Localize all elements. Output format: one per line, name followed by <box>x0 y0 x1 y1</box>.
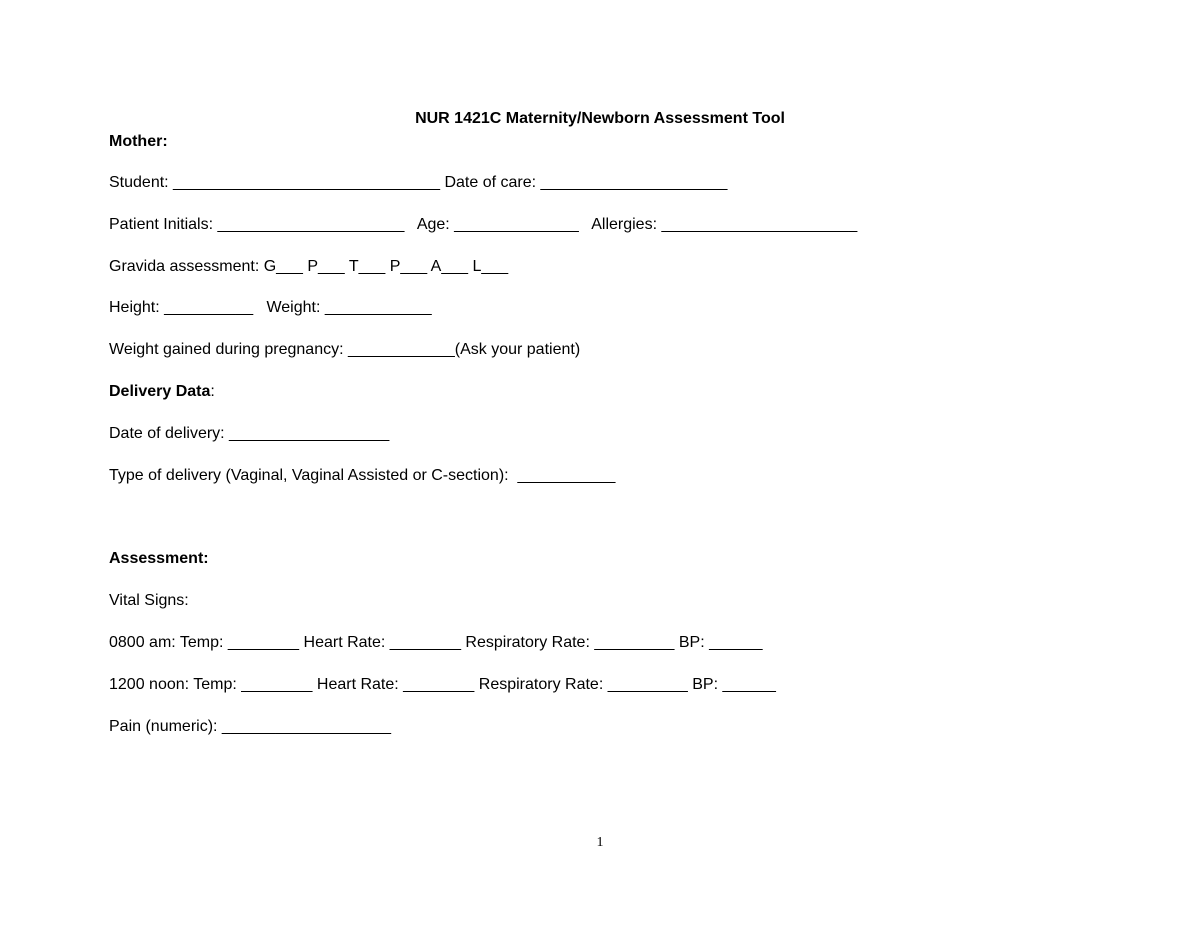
gravida-assessment-line: Gravida assessment: G___ P___ T___ P___ A___ L___ <box>109 258 509 275</box>
date-of-delivery-line: Date of delivery: __________________ <box>109 425 390 442</box>
vitals-1200-line: 1200 noon: Temp: ________ Heart Rate: ________ Respiratory Rate: _________ BP: ______ <box>109 676 776 693</box>
type-of-delivery-line: Type of delivery (Vaginal, Vaginal Assisted or C-section): ___________ <box>109 467 616 484</box>
vital-signs-label: Vital Signs: <box>109 592 189 609</box>
delivery-data-heading-text: Delivery Data <box>109 383 211 400</box>
height-weight-line: Height: __________ Weight: ____________ <box>109 299 432 316</box>
patient-initials-age-allergies-line: Patient Initials: _____________________ Age: ______________ Allergies: ______________________ <box>109 216 858 233</box>
mother-heading: Mother: <box>109 133 168 150</box>
vitals-0800-line: 0800 am: Temp: ________ Heart Rate: ________ Respiratory Rate: _________ BP: ______ <box>109 634 763 651</box>
document-title: NUR 1421C Maternity/Newborn Assessment Tool <box>415 110 785 127</box>
delivery-data-heading <box>109 382 215 402</box>
delivery-data-heading-colon: : <box>210 383 215 400</box>
weight-gained-line: Weight gained during pregnancy: ____________(Ask your patient) <box>109 341 581 358</box>
student-date-of-care-line: Student: ______________________________ Date of care: _____________________ <box>109 174 728 191</box>
page-number: 1 <box>596 835 604 850</box>
assessment-heading: Assessment: <box>109 550 209 567</box>
pain-numeric-line: Pain (numeric): ___________________ <box>109 718 391 735</box>
